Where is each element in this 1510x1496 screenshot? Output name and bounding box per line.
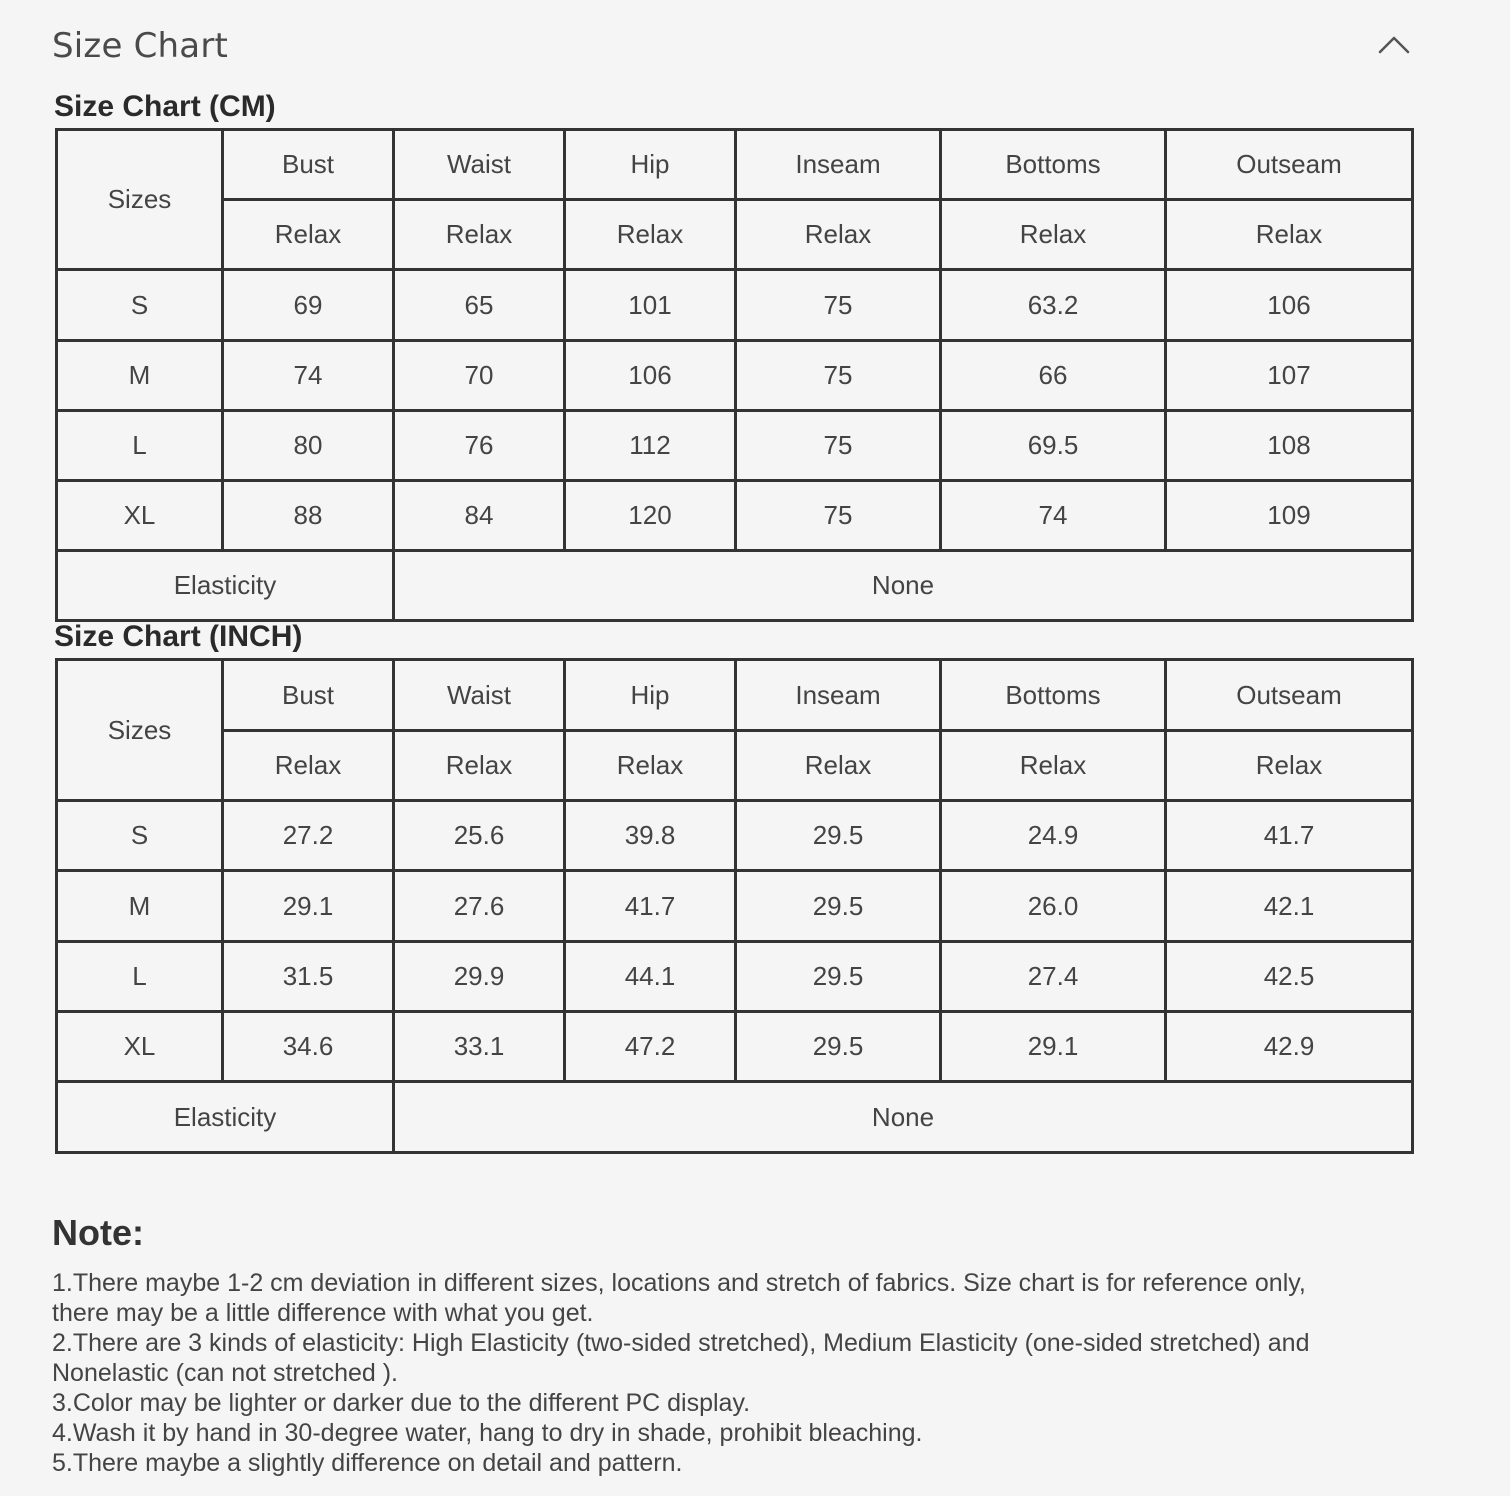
value-cell: 106: [565, 341, 736, 411]
value-cell: 42.1: [1166, 871, 1413, 942]
value-cell: 33.1: [394, 1012, 565, 1082]
value-cell: 75: [736, 270, 941, 341]
value-cell: 42.5: [1166, 942, 1413, 1012]
value-cell: 76: [394, 411, 565, 481]
column-header: Bust: [223, 660, 394, 731]
column-header: Outseam: [1166, 130, 1413, 200]
note-line: 3.Color may be lighter or darker due to the different PC display.: [52, 1389, 751, 1417]
sub-header: Relax: [1166, 731, 1413, 801]
size-cell: XL: [57, 1012, 223, 1082]
value-cell: 120: [565, 481, 736, 551]
value-cell: 34.6: [223, 1012, 394, 1082]
value-cell: 112: [565, 411, 736, 481]
value-cell: 39.8: [565, 801, 736, 871]
value-cell: 107: [1166, 341, 1413, 411]
sub-header: Relax: [941, 731, 1166, 801]
column-header: Hip: [565, 660, 736, 731]
elasticity-label: Elasticity: [57, 1082, 394, 1153]
column-header: Inseam: [736, 660, 941, 731]
note-line: 4.Wash it by hand in 30-degree water, hang to dry in shade, prohibit bleaching.: [52, 1419, 923, 1447]
size-cell: S: [57, 801, 223, 871]
value-cell: 24.9: [941, 801, 1166, 871]
sub-header: Relax: [736, 200, 941, 270]
value-cell: 108: [1166, 411, 1413, 481]
value-cell: 29.5: [736, 1012, 941, 1082]
size-cell: M: [57, 871, 223, 942]
chevron-up-icon[interactable]: [1376, 32, 1412, 56]
value-cell: 29.1: [941, 1012, 1166, 1082]
sub-header: Relax: [223, 731, 394, 801]
value-cell: 27.4: [941, 942, 1166, 1012]
value-cell: 69: [223, 270, 394, 341]
value-cell: 47.2: [565, 1012, 736, 1082]
sub-header: Relax: [565, 200, 736, 270]
value-cell: 31.5: [223, 942, 394, 1012]
elasticity-value: None: [394, 551, 1413, 621]
value-cell: 29.5: [736, 942, 941, 1012]
size-cell: M: [57, 341, 223, 411]
value-cell: 70: [394, 341, 565, 411]
column-header: Outseam: [1166, 660, 1413, 731]
note-line: Nonelastic (can not stretched ).: [52, 1359, 398, 1387]
sizes-header: Sizes: [57, 130, 223, 270]
table-row: [57, 411, 1413, 481]
value-cell: 80: [223, 411, 394, 481]
sub-header: Relax: [223, 200, 394, 270]
size-cell: XL: [57, 481, 223, 551]
value-cell: 75: [736, 481, 941, 551]
table-row: [57, 270, 1413, 341]
table-row: [57, 341, 1413, 411]
size-cell: S: [57, 270, 223, 341]
value-cell: 41.7: [1166, 801, 1413, 871]
sub-header: Relax: [394, 731, 565, 801]
column-header: Waist: [394, 130, 565, 200]
table-row: [57, 481, 1413, 551]
column-header: Inseam: [736, 130, 941, 200]
value-cell: 65: [394, 270, 565, 341]
value-cell: 109: [1166, 481, 1413, 551]
column-header: Bottoms: [941, 660, 1166, 731]
value-cell: 27.6: [394, 871, 565, 942]
value-cell: 29.1: [223, 871, 394, 942]
value-cell: 66: [941, 341, 1166, 411]
value-cell: 27.2: [223, 801, 394, 871]
cm-table-title: Size Chart (CM): [54, 90, 276, 123]
size-chart-accordion-header[interactable]: [52, 22, 1412, 70]
size-cell: L: [57, 411, 223, 481]
size-table-inch: [55, 658, 1414, 1154]
value-cell: 26.0: [941, 871, 1166, 942]
elasticity-row: [57, 1082, 1413, 1153]
value-cell: 101: [565, 270, 736, 341]
value-cell: 88: [223, 481, 394, 551]
column-header: Bust: [223, 130, 394, 200]
value-cell: 74: [941, 481, 1166, 551]
column-header: Waist: [394, 660, 565, 731]
value-cell: 75: [736, 341, 941, 411]
value-cell: 44.1: [565, 942, 736, 1012]
elasticity-row: [57, 551, 1413, 621]
sub-header: Relax: [941, 200, 1166, 270]
table-row: [57, 801, 1413, 871]
value-cell: 63.2: [941, 270, 1166, 341]
accordion-title: Size Chart: [52, 26, 229, 66]
value-cell: 106: [1166, 270, 1413, 341]
note-section: [52, 1212, 1432, 1478]
value-cell: 69.5: [941, 411, 1166, 481]
sub-header: Relax: [1166, 200, 1413, 270]
note-line: 1.There maybe 1-2 cm deviation in different sizes, locations and stretch of fabrics. Size chart is for reference only,: [52, 1269, 1306, 1297]
table-row: [57, 942, 1413, 1012]
sub-header: Relax: [394, 200, 565, 270]
sub-header: Relax: [736, 731, 941, 801]
value-cell: 74: [223, 341, 394, 411]
value-cell: 41.7: [565, 871, 736, 942]
note-title: Note:: [52, 1212, 144, 1253]
elasticity-value: None: [394, 1082, 1413, 1153]
elasticity-label: Elasticity: [57, 551, 394, 621]
sub-header: Relax: [565, 731, 736, 801]
size-cell: L: [57, 942, 223, 1012]
value-cell: 42.9: [1166, 1012, 1413, 1082]
note-line: 5.There maybe a slightly difference on detail and pattern.: [52, 1449, 683, 1477]
size-table-cm: [55, 128, 1414, 622]
table-row: [57, 1012, 1413, 1082]
table-row: [57, 871, 1413, 942]
value-cell: 25.6: [394, 801, 565, 871]
value-cell: 29.9: [394, 942, 565, 1012]
note-line: 2.There are 3 kinds of elasticity: High Elasticity (two-sided stretched), Medium Elasticity (one-sided stretched) and: [52, 1329, 1310, 1357]
note-line: there may be a little difference with what you get.: [52, 1299, 594, 1327]
value-cell: 75: [736, 411, 941, 481]
value-cell: 29.5: [736, 801, 941, 871]
value-cell: 29.5: [736, 871, 941, 942]
inch-table-title: Size Chart (INCH): [54, 620, 303, 653]
value-cell: 84: [394, 481, 565, 551]
column-header: Hip: [565, 130, 736, 200]
sizes-header: Sizes: [57, 660, 223, 801]
column-header: Bottoms: [941, 130, 1166, 200]
